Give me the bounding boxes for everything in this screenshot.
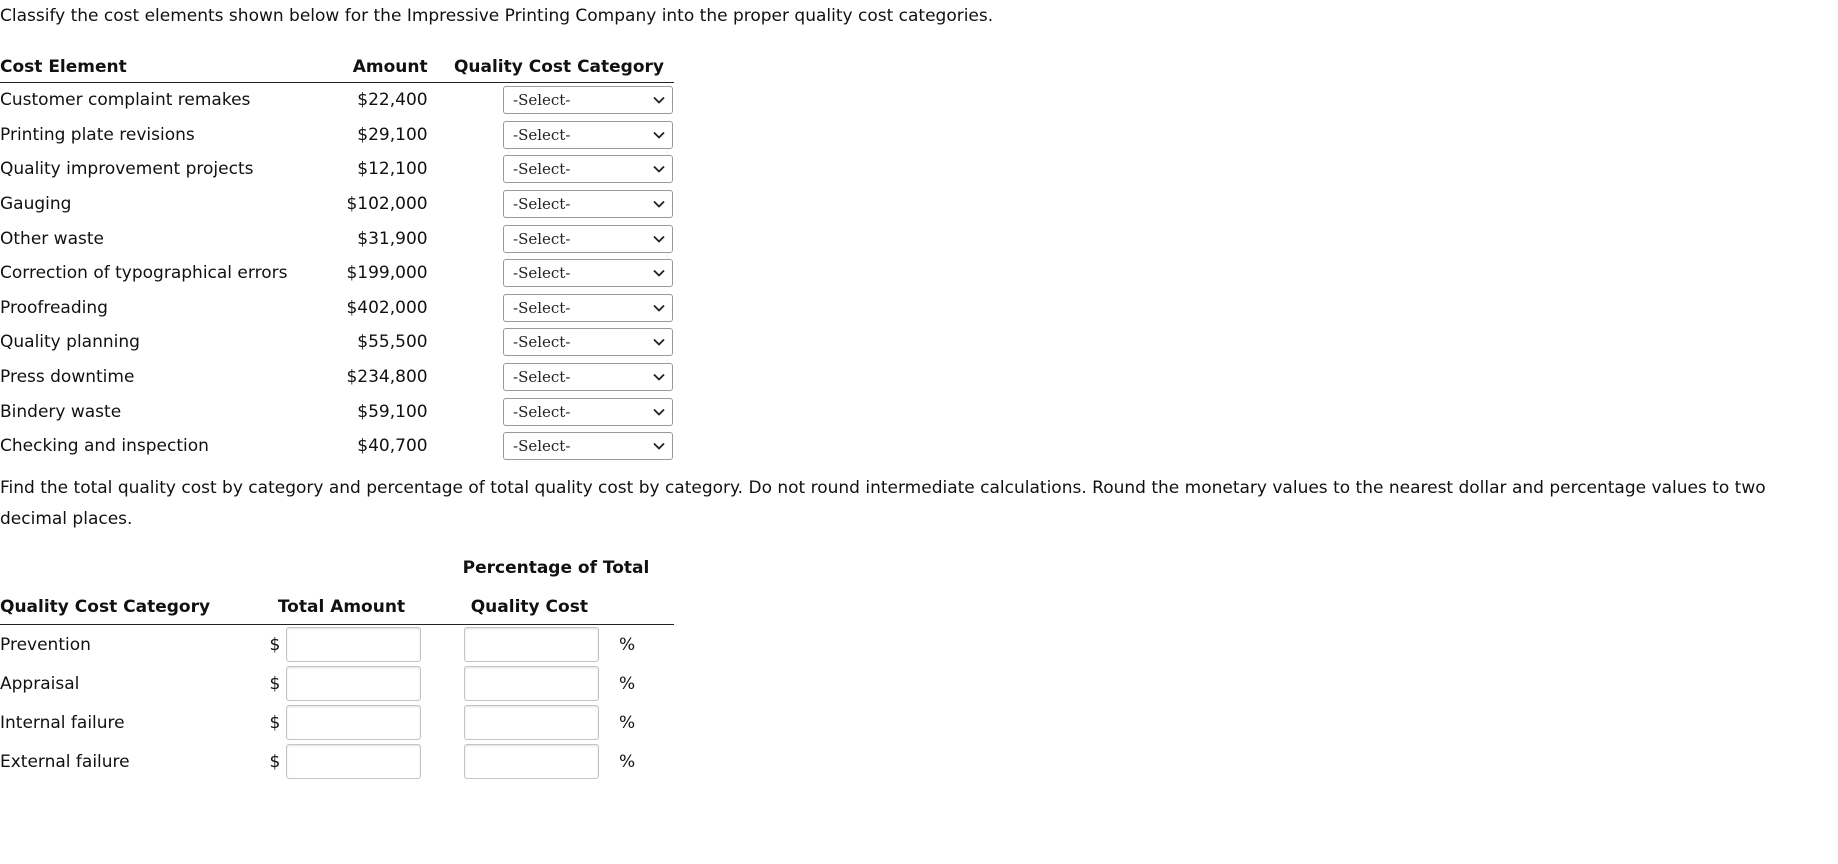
cost-elements-table bbox=[0, 52, 674, 464]
select-value: -Select- bbox=[513, 333, 571, 352]
currency-symbol: $ bbox=[269, 673, 281, 694]
category-totals-table bbox=[0, 590, 674, 781]
currency-symbol: $ bbox=[269, 634, 281, 655]
percent-symbol: % bbox=[618, 673, 636, 694]
cost-element-amount: $40,700 bbox=[357, 436, 428, 457]
cost-elements-header-row bbox=[0, 52, 674, 83]
percentage-input[interactable] bbox=[464, 627, 599, 662]
currency-symbol: $ bbox=[269, 712, 281, 733]
select-value: -Select- bbox=[513, 125, 571, 144]
cost-element-amount: $402,000 bbox=[346, 297, 428, 318]
quality-cost-category-select[interactable] bbox=[503, 155, 673, 183]
cost-element-amount: $102,000 bbox=[346, 194, 428, 215]
cost-element-amount: $12,100 bbox=[357, 159, 428, 180]
cost-element-name: Proofreading bbox=[0, 297, 108, 318]
chevron-down-icon bbox=[652, 301, 666, 315]
cost-element-row bbox=[0, 429, 674, 464]
cost-element-name: Printing plate revisions bbox=[0, 124, 195, 145]
quality-cost-category-select[interactable] bbox=[503, 86, 673, 114]
quality-cost-category-select[interactable] bbox=[503, 259, 673, 287]
chevron-down-icon bbox=[652, 266, 666, 280]
cost-element-name: Checking and inspection bbox=[0, 436, 209, 457]
percentage-cell bbox=[446, 703, 613, 742]
percent-symbol: % bbox=[618, 712, 636, 733]
percentage-input[interactable] bbox=[464, 705, 599, 740]
cost-element-amount: $234,800 bbox=[346, 367, 428, 388]
select-value: -Select- bbox=[513, 160, 571, 179]
cost-element-amount: $22,400 bbox=[357, 90, 428, 111]
category-totals-header-row bbox=[0, 590, 674, 625]
category-cell bbox=[428, 83, 674, 118]
select-value: -Select- bbox=[513, 298, 571, 317]
cost-element-amount: $55,500 bbox=[357, 332, 428, 353]
category-total-row bbox=[0, 625, 674, 665]
quality-cost-category-select[interactable] bbox=[503, 432, 673, 460]
category-cell bbox=[428, 187, 674, 222]
chevron-down-icon bbox=[652, 232, 666, 246]
percentage-cell bbox=[446, 664, 613, 703]
chevron-down-icon bbox=[652, 439, 666, 453]
cost-element-amount: $199,000 bbox=[346, 263, 428, 284]
cost-element-row bbox=[0, 187, 674, 222]
header-spacer bbox=[613, 590, 674, 625]
cost-element-row bbox=[0, 152, 674, 187]
quality-cost-category-select[interactable] bbox=[503, 294, 673, 322]
select-value: -Select- bbox=[513, 264, 571, 283]
select-value: -Select- bbox=[513, 437, 571, 456]
header-total-amount: Total Amount bbox=[237, 590, 446, 625]
quality-cost-category-select[interactable] bbox=[503, 398, 673, 426]
cost-element-name: Quality improvement projects bbox=[0, 159, 254, 180]
total-amount-cell bbox=[286, 664, 445, 703]
chevron-down-icon bbox=[652, 128, 666, 142]
cost-element-name: Gauging bbox=[0, 194, 72, 215]
currency-symbol: $ bbox=[269, 751, 281, 772]
chevron-down-icon bbox=[652, 405, 666, 419]
category-name: Internal failure bbox=[0, 712, 125, 733]
category-cell bbox=[428, 256, 674, 291]
header-amount: Amount bbox=[336, 52, 427, 83]
cost-element-amount: $59,100 bbox=[357, 401, 428, 422]
cost-element-name: Customer complaint remakes bbox=[0, 90, 251, 111]
total-amount-input[interactable] bbox=[286, 666, 421, 701]
header-cost-element: Cost Element bbox=[0, 52, 336, 83]
total-amount-input[interactable] bbox=[286, 627, 421, 662]
category-cell bbox=[428, 291, 674, 326]
cost-elements-body bbox=[0, 83, 674, 464]
intro-instructions: Classify the cost elements shown below for the Impressive Printing Company into the proper quality cost categories. bbox=[0, 6, 994, 26]
category-cell bbox=[428, 360, 674, 395]
cost-element-row bbox=[0, 394, 674, 429]
cost-element-name: Quality planning bbox=[0, 332, 140, 353]
chevron-down-icon bbox=[652, 197, 666, 211]
chevron-down-icon bbox=[652, 162, 666, 176]
header-percentage-line2: Quality Cost bbox=[446, 590, 613, 625]
cost-element-amount: $31,900 bbox=[357, 228, 428, 249]
select-value: -Select- bbox=[513, 402, 571, 421]
quality-cost-category-select[interactable] bbox=[503, 190, 673, 218]
category-cell bbox=[428, 394, 674, 429]
total-instructions: Find the total quality cost by category and percentage of total quality cost by category. Do not round intermediate calculations. Round the monetary values to the nearest dollar and percentage values to two decimal places. bbox=[0, 478, 1766, 529]
cost-element-row bbox=[0, 118, 674, 153]
cost-element-row bbox=[0, 83, 674, 118]
total-amount-cell bbox=[286, 625, 445, 665]
cost-element-amount: $29,100 bbox=[357, 124, 428, 145]
cost-element-name: Other waste bbox=[0, 228, 104, 249]
cost-element-name: Correction of typographical errors bbox=[0, 263, 288, 284]
category-cell bbox=[428, 325, 674, 360]
total-amount-input[interactable] bbox=[286, 744, 421, 779]
header-category: Quality Cost Category bbox=[0, 590, 237, 625]
category-total-row bbox=[0, 742, 674, 781]
header-quality-cost-category: Quality Cost Category bbox=[428, 52, 674, 83]
select-value: -Select- bbox=[513, 91, 571, 110]
quality-cost-category-select[interactable] bbox=[503, 225, 673, 253]
category-totals-body bbox=[0, 625, 674, 782]
total-amount-input[interactable] bbox=[286, 705, 421, 740]
category-cell bbox=[428, 118, 674, 153]
cost-element-row bbox=[0, 360, 674, 395]
category-name: Prevention bbox=[0, 634, 91, 655]
cost-element-name: Bindery waste bbox=[0, 401, 122, 422]
category-total-row bbox=[0, 664, 674, 703]
category-name: Appraisal bbox=[0, 673, 80, 694]
select-value: -Select- bbox=[513, 195, 571, 214]
percentage-cell bbox=[446, 742, 613, 781]
category-total-row bbox=[0, 703, 674, 742]
quality-cost-category-select[interactable] bbox=[503, 363, 673, 391]
header-percentage-line1: Percentage of Total bbox=[462, 558, 650, 578]
percent-symbol: % bbox=[618, 751, 636, 772]
category-cell bbox=[428, 152, 674, 187]
cost-element-row bbox=[0, 221, 674, 256]
total-amount-cell bbox=[286, 703, 445, 742]
category-name: External failure bbox=[0, 751, 130, 772]
select-value: -Select- bbox=[513, 368, 571, 387]
percentage-cell bbox=[446, 625, 613, 665]
category-cell bbox=[428, 221, 674, 256]
select-value: -Select- bbox=[513, 229, 571, 248]
chevron-down-icon bbox=[652, 93, 666, 107]
percentage-input[interactable] bbox=[464, 744, 599, 779]
percent-symbol: % bbox=[618, 634, 636, 655]
category-cell bbox=[428, 429, 674, 464]
cost-element-row bbox=[0, 256, 674, 291]
total-amount-cell bbox=[286, 742, 445, 781]
chevron-down-icon bbox=[652, 370, 666, 384]
percentage-input[interactable] bbox=[464, 666, 599, 701]
chevron-down-icon bbox=[652, 335, 666, 349]
cost-element-name: Press downtime bbox=[0, 367, 135, 388]
cost-element-row bbox=[0, 325, 674, 360]
quality-cost-category-select[interactable] bbox=[503, 121, 673, 149]
cost-element-row bbox=[0, 291, 674, 326]
quality-cost-category-select[interactable] bbox=[503, 328, 673, 356]
